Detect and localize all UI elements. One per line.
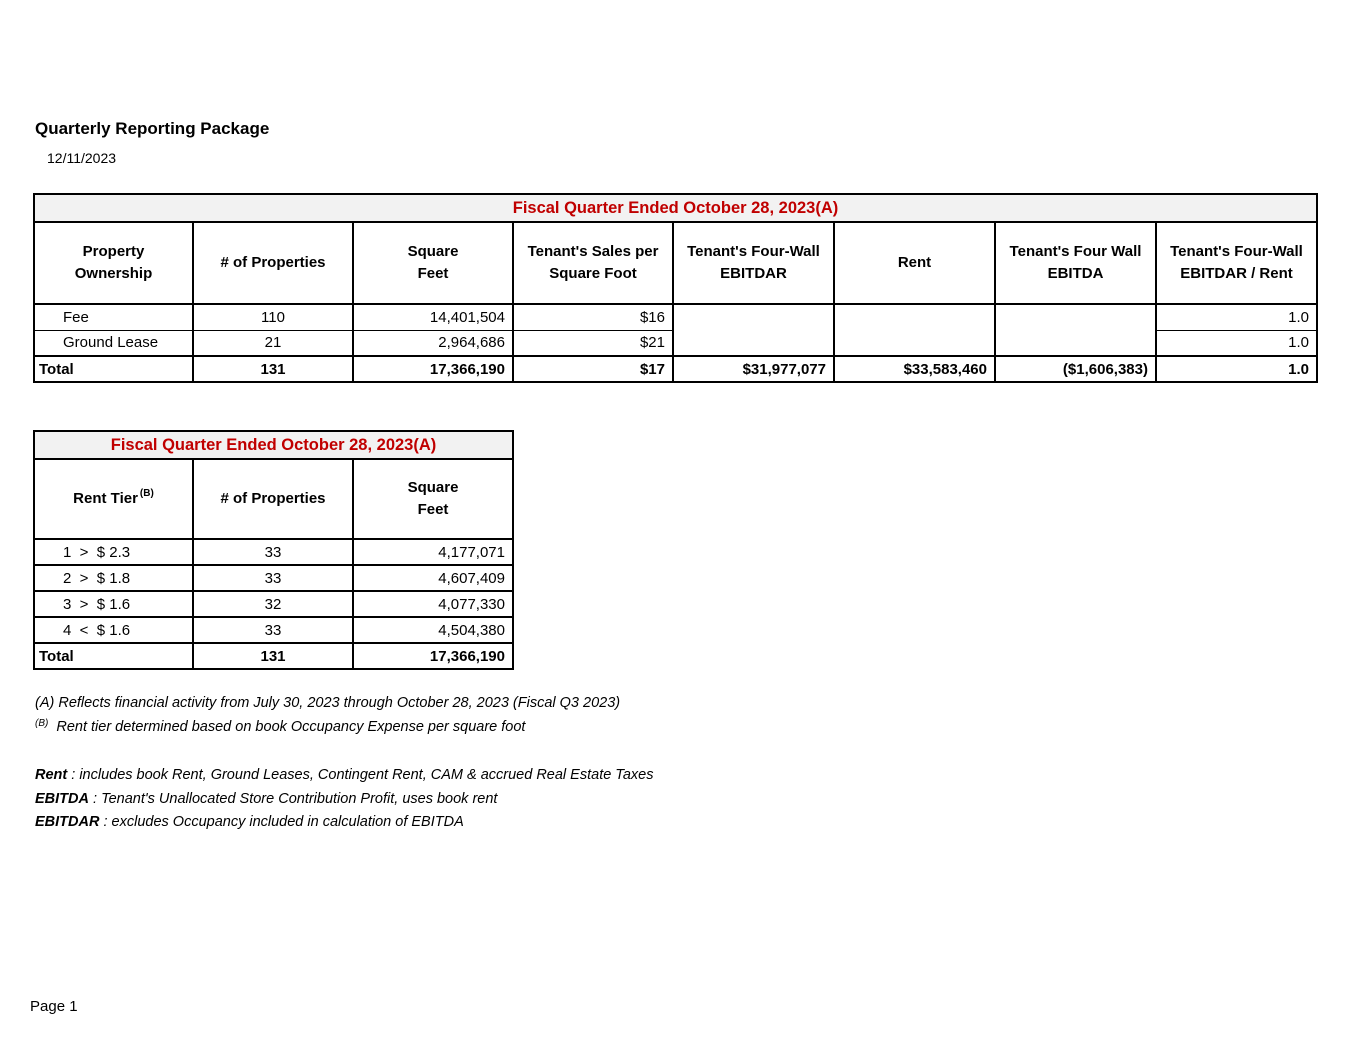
header-line: EBITDAR bbox=[720, 265, 787, 282]
header-line: EBITDA bbox=[1047, 265, 1104, 282]
definitions-block bbox=[35, 767, 653, 838]
cell-ownership: Fee bbox=[34, 304, 193, 330]
header-line: Ownership bbox=[74, 265, 153, 282]
cell-ebitdar-over-rent: 1.0 bbox=[1156, 356, 1317, 382]
col-header-num-properties: # of Properties bbox=[193, 222, 353, 304]
column-header-row bbox=[34, 459, 513, 539]
table-row-tier-3 bbox=[34, 591, 513, 617]
cell-total-label: Total bbox=[34, 643, 193, 669]
footnote-b-text: Rent tier determined based on book Occupancy Expense per square foot bbox=[56, 719, 526, 735]
header-line: Tenant's Four Wall bbox=[1009, 242, 1142, 260]
cell-ownership: Ground Lease bbox=[34, 330, 193, 356]
cell-rent-tier: 4 < $ 1.6 bbox=[34, 617, 193, 643]
table-row-tier-1 bbox=[34, 539, 513, 565]
cell-total-label: Total bbox=[34, 356, 193, 382]
table-banner-row bbox=[34, 194, 1317, 222]
definition-text: : Tenant's Unallocated Store Contribution Profit, uses book rent bbox=[88, 790, 498, 807]
fiscal-quarter-banner: Fiscal Quarter Ended October 28, 2023(A) bbox=[34, 194, 1317, 222]
header-line: Rent Tier bbox=[73, 489, 138, 507]
col-header-square-feet bbox=[353, 459, 513, 539]
footnote-b bbox=[35, 719, 525, 735]
col-header-rent: Rent bbox=[834, 222, 995, 304]
footnote-b-superscript: (B) bbox=[35, 718, 49, 729]
table-row-tier-2 bbox=[34, 565, 513, 591]
fiscal-quarter-banner: Fiscal Quarter Ended October 28, 2023(A) bbox=[34, 431, 513, 459]
header-line: Feet bbox=[417, 501, 449, 518]
cell-square-feet: 17,366,190 bbox=[353, 356, 513, 382]
col-header-four-wall-ebitda bbox=[995, 222, 1156, 304]
header-line: Tenant's Four-Wall bbox=[687, 242, 820, 260]
cell-num-properties: 131 bbox=[193, 643, 353, 669]
col-header-four-wall-ebitdar bbox=[673, 222, 834, 304]
definition-ebitdar bbox=[35, 814, 653, 830]
cell-rent-empty bbox=[834, 304, 995, 356]
page-title: Quarterly Reporting Package bbox=[35, 119, 270, 138]
definition-text: : includes book Rent, Ground Leases, Contingent Rent, CAM & accrued Real Estate Taxes bbox=[67, 767, 654, 783]
cell-rent-tier: 2 > $ 1.8 bbox=[34, 565, 193, 591]
cell-num-properties: 131 bbox=[193, 356, 353, 382]
header-line: Tenant's Four-Wall bbox=[1170, 242, 1303, 260]
cell-num-properties: 33 bbox=[193, 539, 353, 565]
table-row-total bbox=[34, 356, 1317, 382]
cell-num-properties: 32 bbox=[193, 591, 353, 617]
col-header-property-ownership bbox=[34, 222, 193, 304]
cell-square-feet: 4,607,409 bbox=[353, 565, 513, 591]
col-header-num-properties: # of Properties bbox=[193, 459, 353, 539]
header-line: Square bbox=[407, 478, 459, 496]
rent-tier-table bbox=[33, 430, 514, 670]
header-line: EBITDAR / Rent bbox=[1180, 265, 1293, 282]
header-line: Square Foot bbox=[549, 265, 637, 282]
cell-ebitda: ($1,606,383) bbox=[995, 356, 1156, 382]
report-date: 12/11/2023 bbox=[47, 150, 117, 166]
table-banner-row bbox=[34, 431, 513, 459]
cell-ebitdar-over-rent: 1.0 bbox=[1156, 304, 1317, 330]
page-number: Page 1 bbox=[30, 998, 78, 1015]
cell-square-feet: 14,401,504 bbox=[353, 304, 513, 330]
definition-text: : excludes Occupancy included in calculation of EBITDA bbox=[99, 814, 464, 830]
definition-term: EBITDA bbox=[35, 790, 89, 807]
cell-sales-per-sqft: $16 bbox=[513, 304, 673, 330]
header-line: Square bbox=[407, 242, 459, 260]
cell-rent-tier: 1 > $ 2.3 bbox=[34, 539, 193, 565]
definition-term: EBITDAR bbox=[35, 814, 100, 830]
column-header-row bbox=[34, 222, 1317, 304]
cell-square-feet: 4,077,330 bbox=[353, 591, 513, 617]
definition-rent bbox=[35, 767, 653, 783]
cell-ebitda-empty bbox=[995, 304, 1156, 356]
cell-num-properties: 33 bbox=[193, 565, 353, 591]
definition-ebitda bbox=[35, 791, 653, 807]
cell-num-properties: 21 bbox=[193, 330, 353, 356]
cell-square-feet: 2,964,686 bbox=[353, 330, 513, 356]
header-line: Property bbox=[82, 242, 145, 260]
cell-sales-per-sqft: $21 bbox=[513, 330, 673, 356]
cell-num-properties: 33 bbox=[193, 617, 353, 643]
cell-sales-per-sqft: $17 bbox=[513, 356, 673, 382]
cell-ebitdar-over-rent: 1.0 bbox=[1156, 330, 1317, 356]
header-line: Tenant's Sales per bbox=[527, 242, 659, 260]
table-row-fee bbox=[34, 304, 1317, 330]
cell-ebitdar: $31,977,077 bbox=[673, 356, 834, 382]
footnote-a: (A) Reflects financial activity from July 30, 2023 through October 28, 2023 (Fiscal Q3 2023) bbox=[35, 695, 621, 711]
header-line: Feet bbox=[417, 265, 449, 282]
col-header-square-feet bbox=[353, 222, 513, 304]
cell-square-feet: 4,177,071 bbox=[353, 539, 513, 565]
cell-square-feet: 4,504,380 bbox=[353, 617, 513, 643]
table-row-tier-4 bbox=[34, 617, 513, 643]
col-header-ebitdar-over-rent bbox=[1156, 222, 1317, 304]
definition-term: Rent bbox=[35, 767, 68, 783]
ownership-table bbox=[33, 193, 1318, 383]
cell-num-properties: 110 bbox=[193, 304, 353, 330]
table-row-total bbox=[34, 643, 513, 669]
cell-rent-tier: 3 > $ 1.6 bbox=[34, 591, 193, 617]
cell-ebitdar-empty bbox=[673, 304, 834, 356]
cell-square-feet: 17,366,190 bbox=[353, 643, 513, 669]
col-header-rent-tier bbox=[34, 459, 193, 539]
cell-rent: $33,583,460 bbox=[834, 356, 995, 382]
col-header-sales-per-sqft bbox=[513, 222, 673, 304]
rent-tier-superscript: (B) bbox=[139, 487, 154, 499]
